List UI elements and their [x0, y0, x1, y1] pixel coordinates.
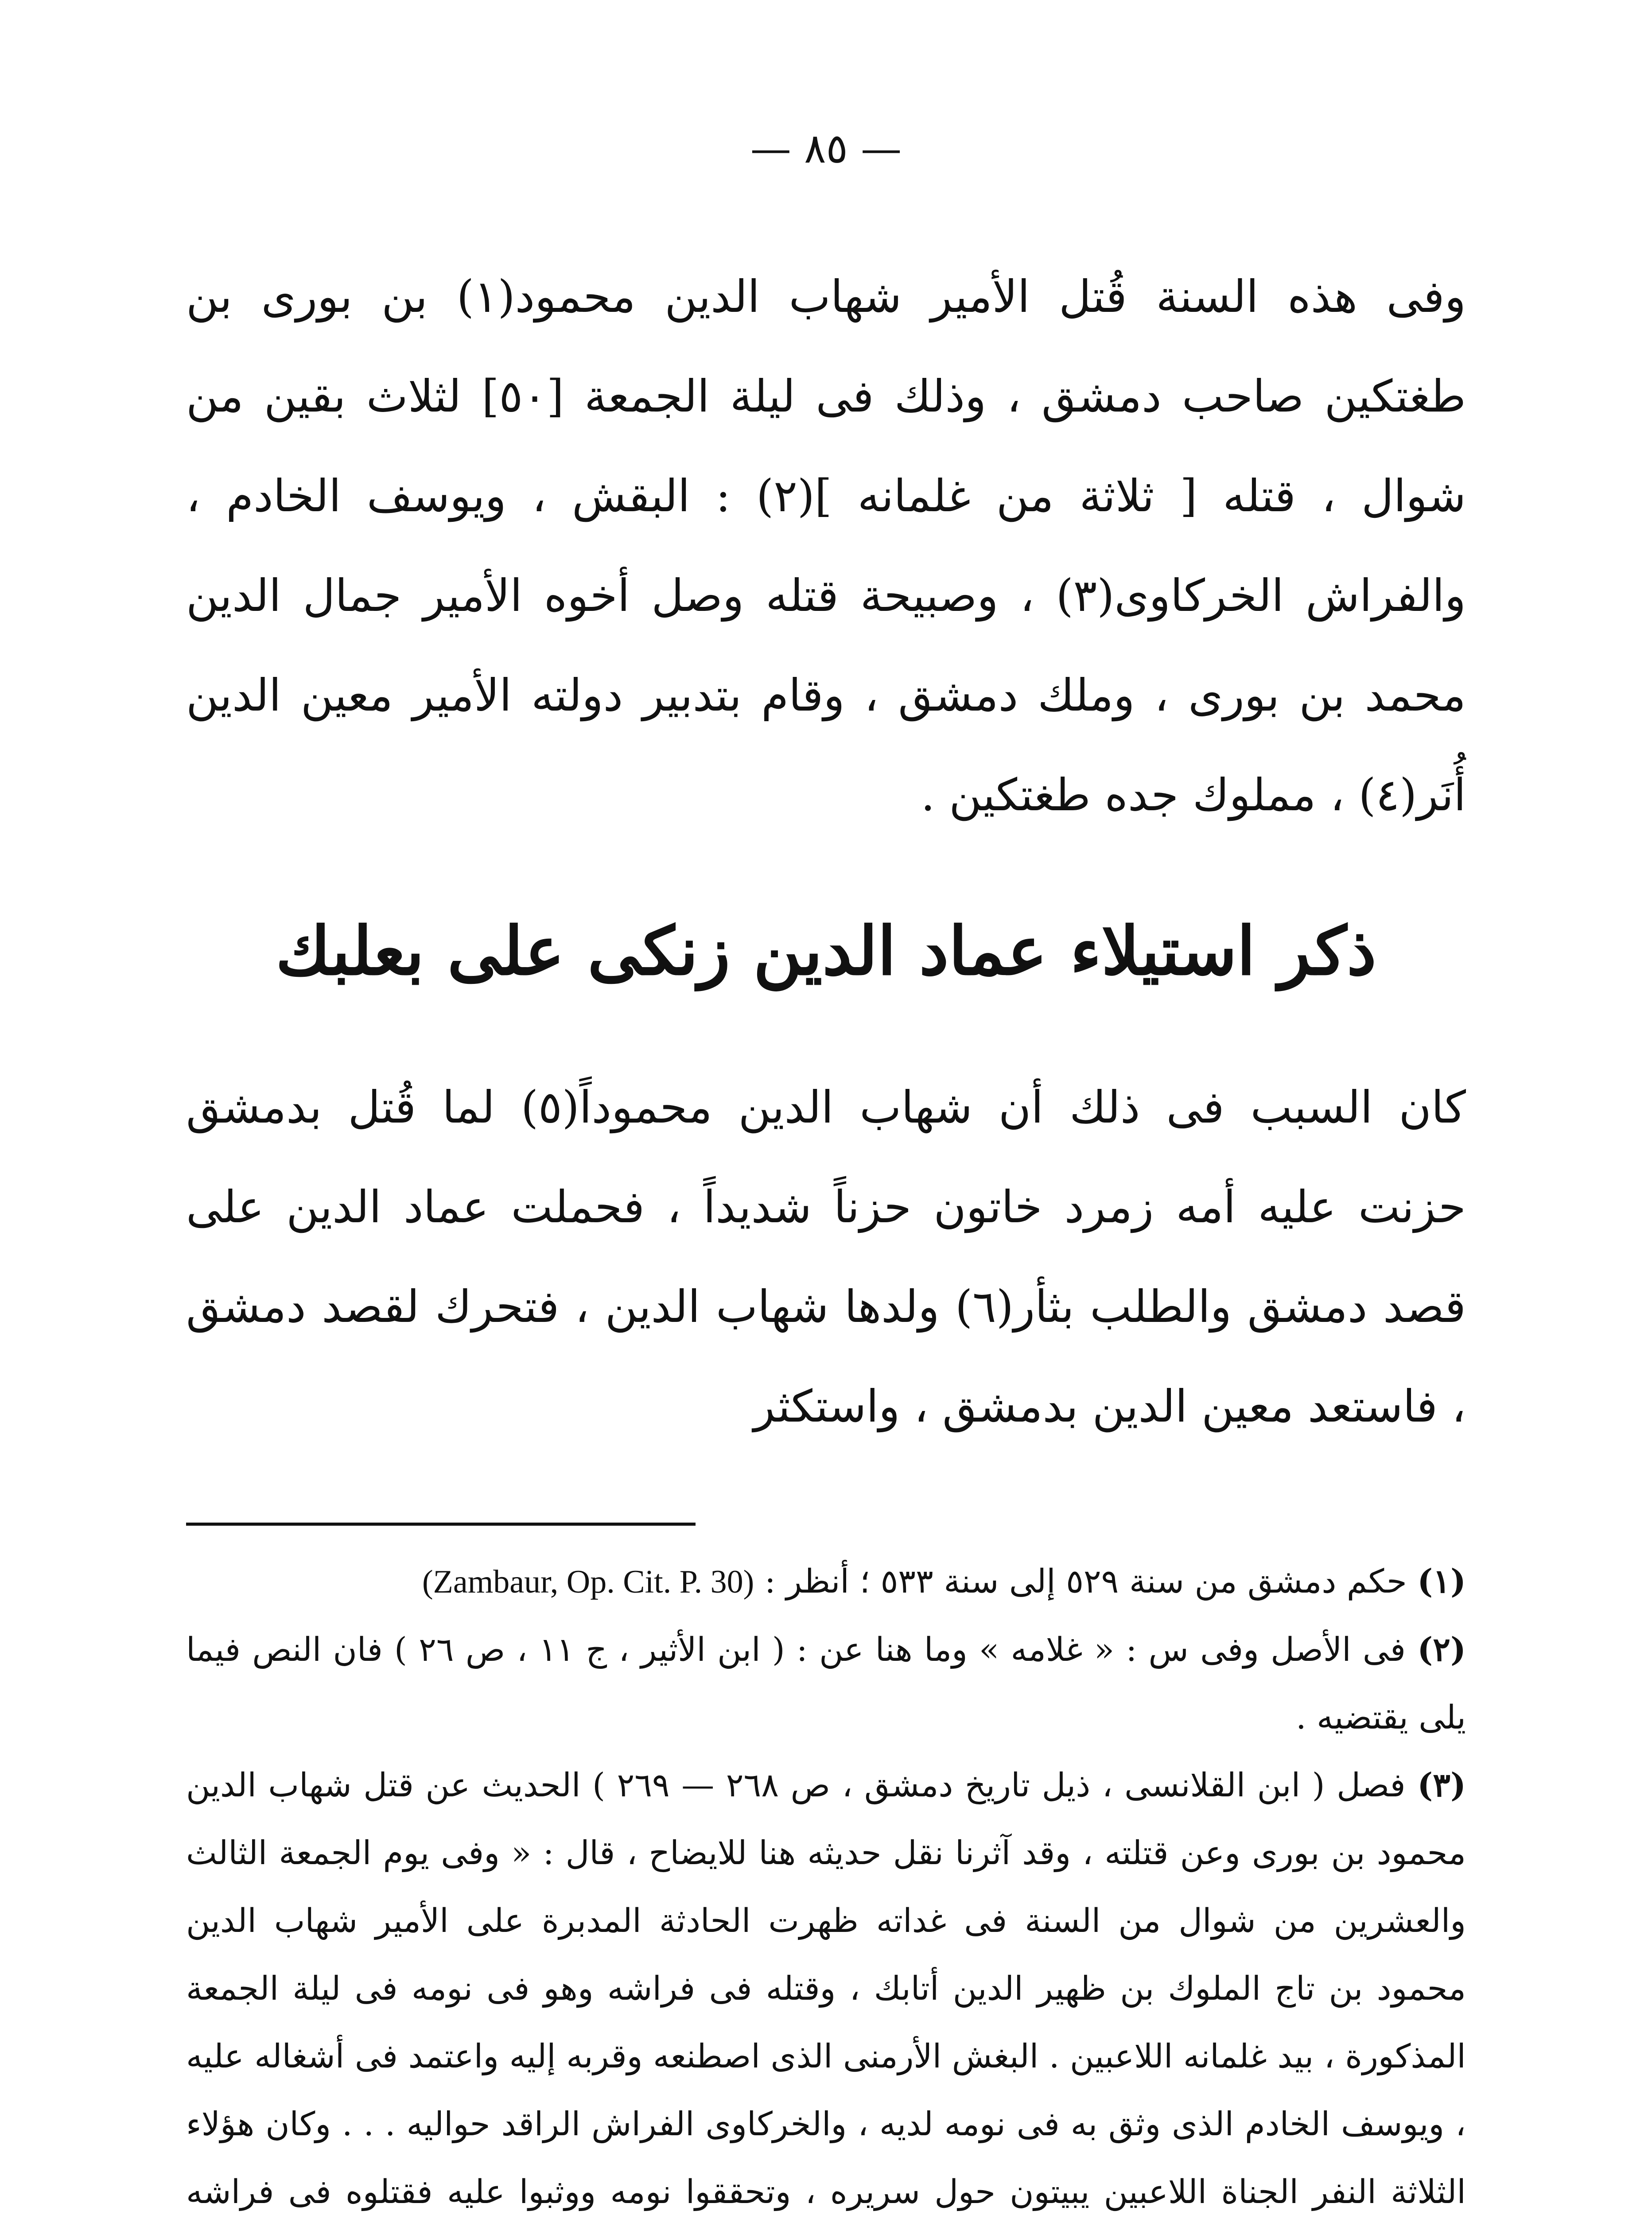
footnote-3 [186, 1752, 1466, 2215]
paragraph-section: كان السبب فى ذلك أن شهاب الدين محموداً(٥) لما قُتل بدمشق حزنت عليه أمه زمرد خاتون حزناً شديداً ، فحملت عماد الدين على قصد دمشق والطلب بثأر(٦) ولدها شهاب الدين ، فتحرك لقصد دمشق ، فاستعد معين الدين بدمشق ، واستكثر [186, 1081, 1466, 1432]
footnote-2 [186, 1616, 1466, 1752]
footnote-text: فى الأصل وفى س : « غلامه » وما هنا عن : ( ابن الأثير ، ج ١١ ، ص ٢٦ ) فان النص فيما يلى يقتضيه . [186, 1631, 1466, 1737]
footnote-text: فصل ( ابن القلانسى ، ذيل تاريخ دمشق ، ص ٢٦٨ — ٢٦٩ ) الحديث عن قتل شهاب الدين محمود بن بورى وعن قتلته ، وقد آثرنا نقل حديثه هنا للايضاح ، قال : « وفى يوم الجمعة الثالث والعشرين من شوال من السنة فى غداته ظهرت الحادثة المدبرة على الأمير شهاب الدين محمود بن تاج الملوك بن ظهير الدين أتابك ، وقتله فى فراشه وهو فى نومه فى ليلة الجمعة المذكورة ، بيد غلمانه اللاعبين . البغش الأرمنى الذى اصطنعه وقربه إليه واعتمد فى أشغاله عليه ، ويوسف الخادم الذى وثق به فى نومه لديه ، والخركاوى الفراش الراقد حواليه . . . وكان هؤلاء الثلاثة النفر الجناة اللاعبين يبيتون حول سريره ، وتحققوا نومه ووثبوا عليه فقتلوه فى فراشه [186, 1766, 1466, 2211]
section-heading: ذكر استيلاء عماد الدين زنكى على بعلبك [276, 912, 1376, 990]
page-number: — ٨٥ — [750, 125, 902, 172]
footnote-marker: (٣) [1417, 1766, 1466, 1804]
footnote-marker: (٢) [1417, 1631, 1466, 1669]
footnote-latin-reference: (Zambaur, Op. Cit. P. 30) [422, 1564, 754, 1600]
footnote-divider [186, 1523, 696, 1526]
paragraph-intro: وفى هذه السنة قُتل الأمير شهاب الدين محمود(١) بن بورى بن طغتكين صاحب دمشق ، وذلك فى ليلة الجمعة [٥٠] لثلاث بقين من شوال ، قتله [ ثلاثة من غلمانه ](٢) : البقش ، ويوسف الخادم ، والفراش الخركاوى(٣) ، وصبيحة قتله وصل أخوه الأمير جمال الدين محمد بن بورى ، وملك دمشق ، وقام بتدبير دولته الأمير معين الدين أُنَر(٤) ، مملوك جده طغتكين . [186, 271, 1466, 821]
footnotes-list [186, 1548, 1466, 2215]
footnote-marker: (١) [1417, 1562, 1466, 1601]
footnote-text: حكم دمشق من سنة ٥٢٩ إلى سنة ٥٣٣ ؛ أنظر : [764, 1562, 1407, 1601]
footnote-1 [186, 1548, 1466, 1616]
